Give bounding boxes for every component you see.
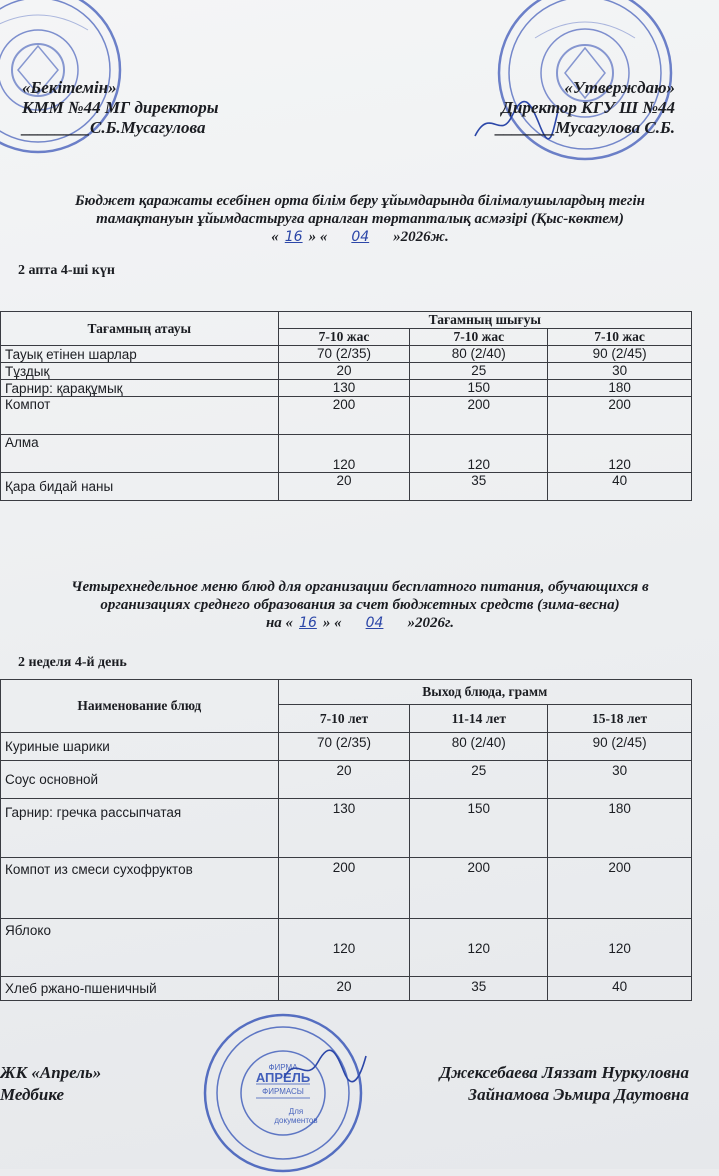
dish-yield: 120	[278, 919, 410, 977]
dish-yield: 150	[410, 380, 548, 397]
dish-yield: 90 (2/45)	[548, 346, 692, 363]
menu-title-kz-line2: тамақтануын ұйымдастыруға арналған төртапталық асмәзірі (Қыс-көктем)	[96, 211, 624, 227]
dish-yield: 70 (2/35)	[278, 346, 410, 363]
table-row	[1, 799, 692, 858]
date-mid-kz: » «	[308, 229, 328, 245]
col-header-age-kz-3: 7-10 жас	[548, 329, 692, 346]
approval-block-kz	[22, 78, 219, 138]
day-label-kz: 2 апта 4-ші күн	[18, 263, 115, 278]
dish-yield: 25	[410, 363, 548, 380]
dish-yield: 150	[410, 799, 548, 858]
dish-yield: 120	[410, 919, 548, 977]
signature-right-line2: Зайнамова Эьмира Даутовна	[468, 1085, 689, 1104]
menu-table-ru	[0, 679, 692, 1001]
approval-position-kz: КММ №44 МГ директоры	[22, 98, 219, 117]
day-label-ru: 2 неделя 4-й день	[18, 655, 127, 670]
dish-name: Яблоко	[1, 919, 279, 977]
dish-name: Хлеб ржано-пшеничный	[1, 977, 279, 1001]
dish-yield: 20	[278, 761, 410, 799]
dish-yield: 120	[278, 435, 410, 473]
col-header-dish-kz: Тағамның атауы	[1, 312, 279, 346]
dish-yield: 20	[278, 977, 410, 1001]
menu-table-kz	[0, 311, 692, 501]
col-header-yield-ru: Выход блюда, грамм	[278, 680, 691, 705]
signature-left-line2: Медбике	[0, 1085, 65, 1104]
dish-name: Қара бидай наны	[1, 473, 279, 501]
stamp-firm-name: АПРЕЛЬ	[255, 1070, 311, 1085]
approval-label-kz: «Бекітемін»	[22, 78, 117, 97]
col-header-dish-ru: Наименование блюд	[1, 680, 279, 733]
menu-date-kz	[20, 228, 700, 246]
dish-yield: 120	[548, 919, 692, 977]
stamp-inner-1: Для	[288, 1107, 304, 1116]
dish-yield: 200	[548, 397, 692, 435]
table-row	[1, 473, 692, 501]
menu-title-kz	[20, 192, 700, 246]
col-header-age-kz-1: 7-10 жас	[278, 329, 410, 346]
dish-name: Тұздық	[1, 363, 279, 380]
dish-yield: 35	[410, 977, 548, 1001]
dish-name: Алма	[1, 435, 279, 473]
approval-label-ru: «Утверждаю»	[564, 78, 675, 97]
dish-name: Гарнир: қарақұмық	[1, 380, 279, 397]
dish-yield: 20	[278, 473, 410, 501]
dish-yield: 130	[278, 799, 410, 858]
date-suffix-kz: »2026ж.	[393, 229, 449, 245]
dish-yield: 35	[410, 473, 548, 501]
menu-title-ru	[20, 578, 700, 632]
date-prefix-kz: «	[271, 229, 279, 245]
dish-yield: 200	[278, 397, 410, 435]
date-suffix-ru: »2026г.	[407, 615, 455, 631]
stamp-inner-2: документов	[274, 1116, 318, 1125]
signature-block-right	[440, 1062, 689, 1106]
table-row	[1, 346, 692, 363]
table-row	[1, 397, 692, 435]
dish-yield: 30	[548, 761, 692, 799]
dish-yield: 40	[548, 977, 692, 1001]
dish-yield: 200	[548, 858, 692, 919]
dish-yield: 80 (2/40)	[410, 733, 548, 761]
stamp-firm-title: ФИРМА	[268, 1063, 298, 1072]
date-prefix-ru: на «	[265, 615, 294, 631]
dish-yield: 80 (2/40)	[410, 346, 548, 363]
dish-name: Компот	[1, 397, 279, 435]
dish-yield: 120	[548, 435, 692, 473]
table-row	[1, 919, 692, 977]
approval-name-kz: ________С.Б.Мусагулова	[22, 118, 206, 137]
table-row	[1, 363, 692, 380]
menu-title-kz-line1: Бюджет қаражаты есебінен орта білім беру ұйымдарында білімалушылардың тегін	[75, 193, 645, 209]
signature-left-line1: ЖК «Апрель»	[0, 1063, 102, 1082]
approval-block-ru	[496, 78, 675, 138]
medic-signature-scribble	[280, 1048, 370, 1088]
table-row	[1, 733, 692, 761]
stamp-firm-sub: ФИРМАСЫ	[262, 1087, 304, 1096]
dish-yield: 25	[410, 761, 548, 799]
dish-yield: 30	[548, 363, 692, 380]
dish-name: Компот из смеси сухофруктов	[1, 858, 279, 919]
dish-yield: 200	[410, 397, 548, 435]
menu-title-ru-line2: организациях среднего образования за счет бюджетных средств (зима-весна)	[100, 597, 620, 613]
dish-yield: 200	[410, 858, 548, 919]
col-header-age-kz-2: 7-10 жас	[410, 329, 548, 346]
dish-name: Куриные шарики	[1, 733, 279, 761]
date-day-ru: 16	[299, 615, 317, 631]
firm-stamp	[200, 1010, 366, 1176]
col-header-age-ru-1: 7-10 лет	[278, 705, 410, 733]
table-row	[1, 858, 692, 919]
dish-yield: 200	[278, 858, 410, 919]
dish-name: Соус основной	[1, 761, 279, 799]
dish-name: Тауық етінен шарлар	[1, 346, 279, 363]
col-header-age-ru-3: 15-18 лет	[548, 705, 692, 733]
dish-yield: 20	[278, 363, 410, 380]
dish-yield: 120	[410, 435, 548, 473]
date-day-kz: 16	[284, 229, 303, 245]
col-header-yield-kz: Тағамның шығуы	[278, 312, 691, 329]
dish-yield: 130	[278, 380, 410, 397]
dish-yield: 70 (2/35)	[278, 733, 410, 761]
approval-name-ru: _______Мусагулова С.Б.	[495, 118, 675, 137]
menu-title-ru-line1: Четырехнедельное меню блюд для организации бесплатного питания, обучающихся в	[71, 579, 649, 595]
table-row	[1, 761, 692, 799]
date-month-kz: 04	[351, 229, 370, 245]
table-row	[1, 977, 692, 1001]
dish-yield: 180	[548, 799, 692, 858]
dish-name: Гарнир: гречка рассыпчатая	[1, 799, 279, 858]
table-row	[1, 380, 692, 397]
dish-yield: 90 (2/45)	[548, 733, 692, 761]
dish-yield: 40	[548, 473, 692, 501]
menu-date-ru	[20, 614, 700, 632]
signature-block-left	[0, 1062, 101, 1106]
col-header-age-ru-2: 11-14 лет	[410, 705, 548, 733]
date-month-ru: 04	[365, 615, 384, 631]
date-mid-ru: » «	[322, 615, 342, 631]
signature-right-line1: Джексебаева Ляззат Нуркуловна	[439, 1063, 689, 1082]
approval-position-ru: Директор КГУ Ш №44	[501, 98, 675, 117]
table-row	[1, 435, 692, 473]
dish-yield: 180	[548, 380, 692, 397]
